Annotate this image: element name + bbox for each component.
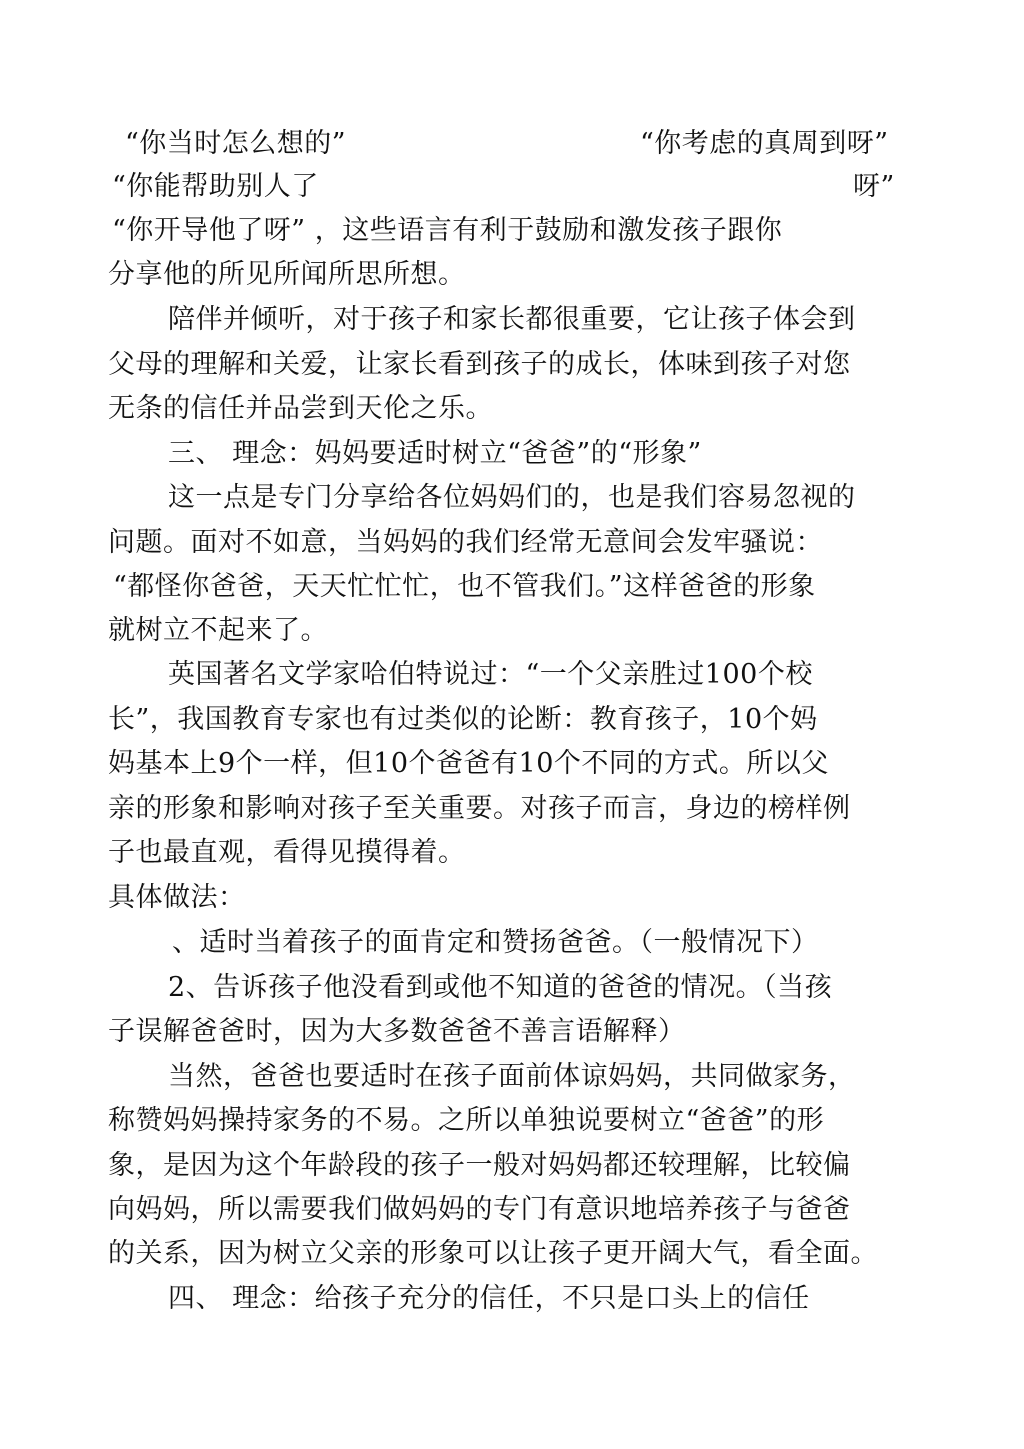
text-line: 子也最直观，看得见摸得着。 [108, 837, 466, 868]
text-line: 象，是因为这个年龄段的孩子一般对妈妈都还较理解，比较偏 [108, 1150, 851, 1181]
text-line: 父母的理解和关爱，让家长看到孩子的成长，体味到孩子对您 [108, 349, 851, 380]
list-item: 2、告诉孩子他没看到或他不知道的爸爸的情况。（当孩 [168, 972, 833, 1003]
text-line: 分享他的所见所闻所思所想。 [108, 259, 466, 290]
text-line: 问题。面对不如意，当妈妈的我们经常无意间会发牢骚说： [108, 527, 823, 558]
text-line: “你开导他了呀” ，这些语言有利于鼓励和激发孩子跟你 [112, 215, 783, 246]
text-line: 长”，我国教育专家也有过类似的论断：教育孩子，10个妈 [108, 704, 818, 735]
paragraph-start: 陪伴并倾听，对于孩子和家长都很重要，它让孩子体会到 [168, 304, 856, 335]
quote-line-left: “你当时怎么想的” [125, 128, 347, 159]
list-item: 、适时当着孩子的面肯定和赞扬爸爸。（一般情况下） [172, 927, 819, 958]
paragraph-start: 英国著名文学家哈伯特说过：“一个父亲胜过100个校 [168, 659, 813, 690]
text-line: 称赞妈妈操持家务的不易。之所以单独说要树立“爸爸”的形 [108, 1105, 825, 1136]
subheading: 具体做法： [108, 882, 246, 913]
text-line: 子误解爸爸时，因为大多数爸爸不善言语解释） [108, 1016, 686, 1047]
text-line: 的关系，因为树立父亲的形象可以让孩子更开阔大气，看全面。 [108, 1238, 878, 1269]
quote-line-right: “你考虑的真周到呀” [640, 128, 889, 159]
quote-line-left: “你能帮助别人了 [112, 171, 319, 202]
section-heading: 四、 理念：给孩子充分的信任，不只是口头上的信任 [168, 1283, 810, 1314]
text-line: 向妈妈，所以需要我们做妈妈的专门有意识地培养孩子与爸爸 [108, 1194, 851, 1225]
text-line: 无条的信任并品尝到天伦之乐。 [108, 393, 493, 424]
quote-line-right: 呀” [853, 171, 895, 202]
text-line: 就树立不起来了。 [108, 615, 328, 646]
text-line: 妈基本上9个一样，但10个爸爸有10个不同的方式。所以父 [108, 748, 829, 779]
text-line: “都怪你爸爸，天天忙忙忙，也不管我们。”这样爸爸的形象 [113, 571, 816, 602]
text-line: 亲的形象和影响对孩子至关重要。对孩子而言，身边的榜样例 [108, 793, 851, 824]
section-heading: 三、 理念：妈妈要适时树立“爸爸”的“形象” [168, 438, 702, 469]
paragraph-start: 当然，爸爸也要适时在孩子面前体谅妈妈，共同做家务， [168, 1061, 856, 1092]
paragraph-start: 这一点是专门分享给各位妈妈们的，也是我们容易忽视的 [168, 482, 856, 513]
